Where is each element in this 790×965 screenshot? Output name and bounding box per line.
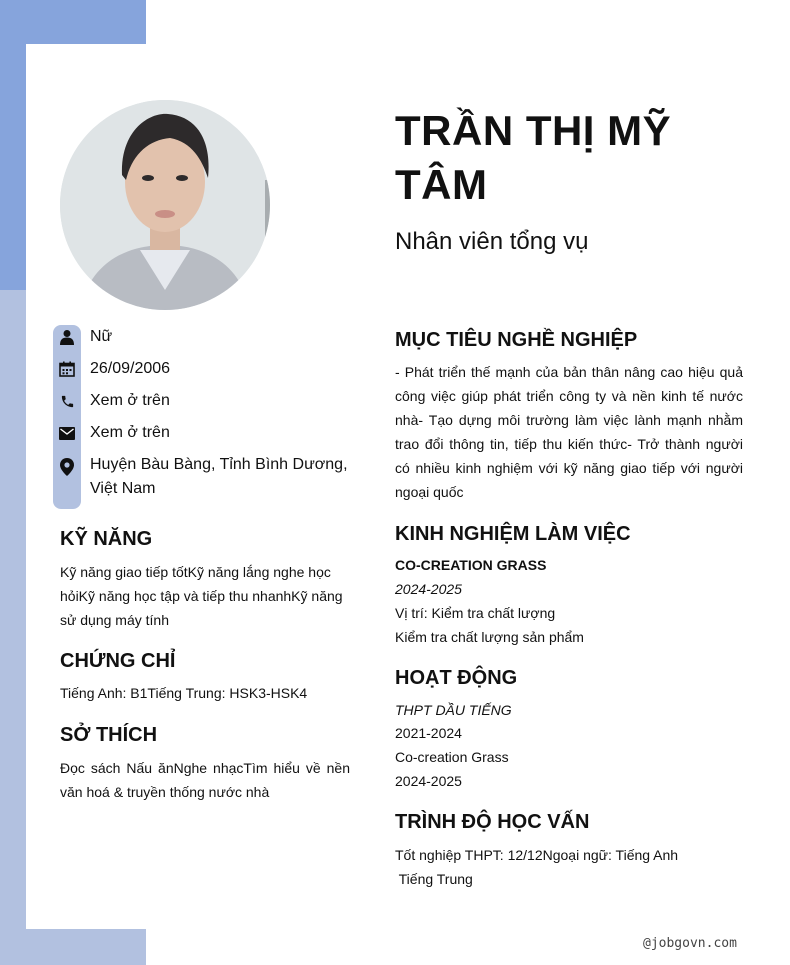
phone-icon	[53, 390, 81, 412]
person-icon	[53, 326, 81, 348]
contact-icon-bar	[53, 325, 81, 509]
activity-period-2: 2024-2025	[395, 773, 462, 789]
objective-text: - Phát triển thế mạnh của bản thân nâng cao hiệu quả công việc giúp phát triển công ty và nền kinh tế nước nhà- Tạo dựng môi trường làm việc lành mạnh nhằm trao đổi thông tin, tiếp thu kiến thức- Trở thành người có nhiều kinh nghiệm với kỹ năng giao tiếp với người ngoại quốc	[395, 364, 743, 500]
experience-description: Kiểm tra chất lượng sản phẩm	[395, 629, 584, 645]
location-icon	[53, 456, 81, 478]
certificates-heading: CHỨNG CHỈ	[60, 650, 176, 672]
skills-heading: KỸ NĂNG	[60, 528, 153, 550]
phone-text: Xem ở trên	[90, 392, 170, 409]
calendar-icon	[53, 358, 81, 380]
activity-org-1: THPT DẦU TIẾNG	[395, 702, 512, 718]
profile-photo	[60, 100, 270, 310]
education-heading: TRÌNH ĐỘ HỌC VẤN	[395, 811, 590, 833]
certificates-text: Tiếng Anh: B1Tiếng Trung: HSK3-HSK4	[60, 685, 308, 701]
objective-heading: MỤC TIÊU NGHỀ NGHIỆP	[395, 329, 638, 351]
footer-watermark: @jobgovn.com	[643, 936, 737, 951]
hobbies-text: Đọc sách Nấu ănNghe nhạcTìm hiểu về nền văn hoá & truyền thống nước nhà	[60, 760, 350, 800]
experience-period: 2024-2025	[395, 581, 462, 597]
gender-text: Nữ	[90, 328, 113, 345]
email-icon	[53, 422, 81, 444]
birthdate-text: 26/09/2006	[90, 360, 171, 377]
address-text: Huyện Bàu Bàng, Tỉnh Bình Dương, Việt Nam	[90, 456, 348, 497]
candidate-name: TRẦN THỊ MỸ TÂM	[395, 107, 672, 208]
job-title: Nhân viên tổng vụ	[395, 228, 589, 255]
education-line-2: Tiếng Trung	[395, 871, 473, 887]
email-text: Xem ở trên	[90, 424, 170, 441]
portrait-illustration	[60, 100, 270, 310]
activity-period-1: 2021-2024	[395, 725, 462, 741]
education-line-1: Tốt nghiệp THPT: 12/12Ngoại ngữ: Tiếng Anh	[395, 847, 679, 863]
experience-position: Vị trí: Kiểm tra chất lượng	[395, 605, 556, 621]
activities-heading: HOẠT ĐỘNG	[395, 667, 518, 689]
skills-text: Kỹ năng giao tiếp tốtKỹ năng lắng nghe học hỏiKỹ năng học tập và tiếp thu nhanhKỹ năng sử dụng máy tính	[60, 564, 343, 628]
hobbies-heading: SỞ THÍCH	[60, 724, 158, 746]
experience-company: CO-CREATION GRASS	[395, 557, 547, 573]
experience-heading: KINH NGHIỆM LÀM VIỆC	[395, 523, 631, 545]
activity-org-2: Co-creation Grass	[395, 749, 509, 765]
